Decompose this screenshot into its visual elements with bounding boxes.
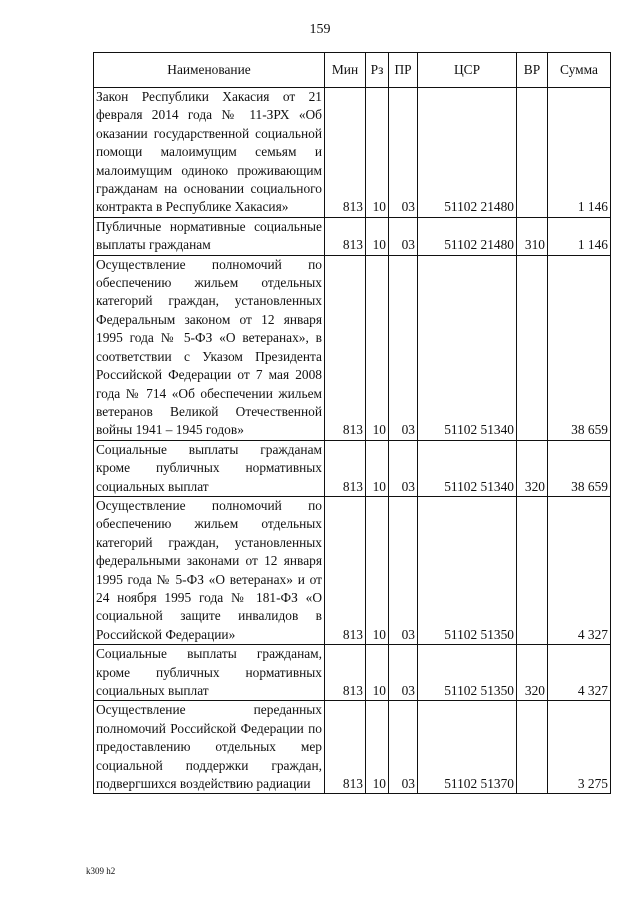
- header-sum: Сумма: [548, 53, 611, 88]
- row-rz: 10: [366, 701, 389, 794]
- header-row: [94, 53, 611, 88]
- row-vr: 320: [517, 440, 548, 496]
- row-csr: 51102 51350: [418, 645, 517, 701]
- row-name: Осуществление переданных полномочий Российской Федерации по предоставлению отдельных мер социальной поддержки граждан, подвергшихся воздействию радиации: [94, 701, 325, 794]
- page-number: 159: [309, 22, 331, 37]
- row-sum: 38 659: [548, 255, 611, 440]
- row-rz: 10: [366, 217, 389, 255]
- table-row: [94, 88, 611, 218]
- row-pr: 03: [389, 255, 418, 440]
- row-sum: 1 146: [548, 88, 611, 218]
- row-vr: [517, 496, 548, 644]
- row-csr: 51102 51370: [418, 701, 517, 794]
- row-rz: 10: [366, 496, 389, 644]
- row-rz: 10: [366, 255, 389, 440]
- row-pr: 03: [389, 217, 418, 255]
- row-vr: [517, 88, 548, 218]
- header-csr: ЦСР: [418, 53, 517, 88]
- row-csr: 51102 51340: [418, 440, 517, 496]
- table-row: [94, 701, 611, 794]
- row-sum: 1 146: [548, 217, 611, 255]
- row-sum: 4 327: [548, 645, 611, 701]
- row-name: Публичные нормативные социальные выплаты гражданам: [94, 217, 325, 255]
- row-sum: 3 275: [548, 701, 611, 794]
- row-pr: 03: [389, 88, 418, 218]
- row-csr: 51102 51340: [418, 255, 517, 440]
- row-vr: [517, 255, 548, 440]
- row-name: Социальные выплаты гражданам кроме публичных нормативных социальных выплат: [94, 440, 325, 496]
- budget-table: [93, 52, 611, 794]
- row-name: Закон Республики Хакасия от 21 февраля 2014 года № 11-ЗРХ «Об оказании государственной социальной помощи малоимущим семьям и малоимущим одиноко проживающим гражданам на основании социального контракта в Республике Хакасия»: [94, 88, 325, 218]
- table-row: [94, 440, 611, 496]
- row-min: 813: [325, 496, 366, 644]
- row-name: Социальные выплаты гражданам, кроме публичных нормативных социальных выплат: [94, 645, 325, 701]
- row-pr: 03: [389, 496, 418, 644]
- header-vr: ВР: [517, 53, 548, 88]
- footer-code: k309 h2: [86, 866, 116, 876]
- table-row: [94, 645, 611, 701]
- row-sum: 38 659: [548, 440, 611, 496]
- header-min: Мин: [325, 53, 366, 88]
- header-rz: Рз: [366, 53, 389, 88]
- row-pr: 03: [389, 701, 418, 794]
- row-min: 813: [325, 255, 366, 440]
- row-vr: 320: [517, 645, 548, 701]
- header-name: Наименование: [94, 53, 325, 88]
- row-name: Осуществление полномочий по обеспечению жильем отдельных категорий граждан, установленных федеральными законами от 12 января 1995 года № 5-ФЗ «О ветеранах» и от 24 ноября 1995 года № 181-ФЗ «О социальной защите инвалидов в Российской Федерации»: [94, 496, 325, 644]
- row-csr: 51102 21480: [418, 88, 517, 218]
- row-vr: [517, 701, 548, 794]
- row-rz: 10: [366, 440, 389, 496]
- row-min: 813: [325, 645, 366, 701]
- row-name: Осуществление полномочий по обеспечению жильем отдельных категорий граждан, установленных Федеральным законом от 12 января 1995 года № 5-ФЗ «О ветеранах», в соответствии с Указом Президента Российской Федерации от 7 мая 2008 года № 714 «Об обеспечении жильем ветеранов Великой Отечественной войны 1941 – 1945 годов»: [94, 255, 325, 440]
- row-min: 813: [325, 701, 366, 794]
- row-pr: 03: [389, 440, 418, 496]
- row-rz: 10: [366, 645, 389, 701]
- row-min: 813: [325, 217, 366, 255]
- row-csr: 51102 51350: [418, 496, 517, 644]
- table-row: [94, 255, 611, 440]
- row-min: 813: [325, 88, 366, 218]
- row-min: 813: [325, 440, 366, 496]
- row-pr: 03: [389, 645, 418, 701]
- row-sum: 4 327: [548, 496, 611, 644]
- row-rz: 10: [366, 88, 389, 218]
- header-pr: ПР: [389, 53, 418, 88]
- row-vr: 310: [517, 217, 548, 255]
- table-row: [94, 496, 611, 644]
- table-row: [94, 217, 611, 255]
- row-csr: 51102 21480: [418, 217, 517, 255]
